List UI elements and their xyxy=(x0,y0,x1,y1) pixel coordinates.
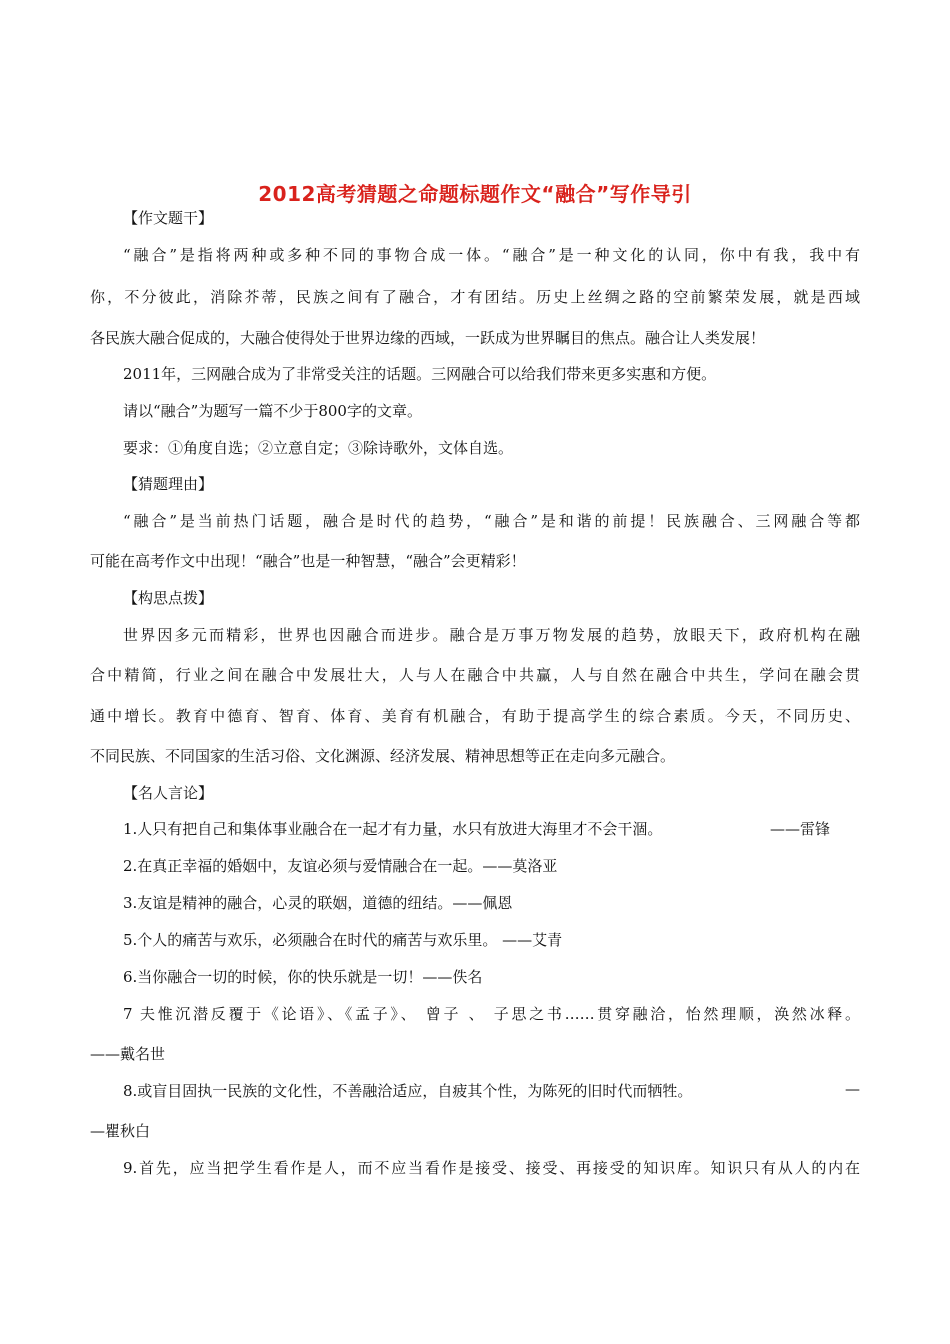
quote-8-line: 8.或盲目固执一民族的文化性，不善融洽适应，自疲其个性，为陈死的旧时代而牺牲。 xyxy=(123,1082,693,1100)
quote-7-author: ——戴名世 xyxy=(90,1045,166,1063)
idea-paragraph-line: 不同民族、不同国家的生活习俗、文化渊源、经济发展、精神思想等正在走向多元融合。 xyxy=(90,747,676,765)
quote-2: 2.在真正幸福的婚姻中，友谊必须与爱情融合在一起。——莫洛亚 xyxy=(123,857,558,875)
prompt-paragraph-line: 你，不分彼此，消除芥蒂，民族之间有了融合，才有团结。历史上丝绸之路的空前繁荣发展，就是西域 xyxy=(90,288,860,306)
quote-3: 3.友谊是精神的融合，心灵的联姻，道德的纽结。——佩恩 xyxy=(123,894,513,912)
section-header-idea: 【构思点拨】 xyxy=(123,589,214,607)
prompt-paragraph-requirements: 要求：①角度自选；②立意自定；③除诗歌外，文体自选。 xyxy=(123,439,514,457)
idea-paragraph-line: 世界因多元而精彩，世界也因融合而进步。融合是万事万物发展的趋势，放眼天下，政府机构在融 xyxy=(123,626,860,644)
section-header-reason: 【猜题理由】 xyxy=(123,475,214,493)
quote-5: 5.个人的痛苦与欢乐，必须融合在时代的痛苦与欢乐里。 ——艾青 xyxy=(123,931,563,949)
section-header-prompt: 【作文题干】 xyxy=(123,209,214,227)
reason-paragraph-line: “融合”是当前热门话题，融合是时代的趋势，“融合”是和谐的前提！民族融合、三网融合等都 xyxy=(123,512,860,530)
prompt-paragraph-line: “融合”是指将两种或多种不同的事物合成一体。“融合”是一种文化的认同，你中有我，我中有 xyxy=(123,246,860,264)
prompt-paragraph-line: 各民族大融合促成的，大融合使得处于世界边缘的西域，一跃成为世界瞩目的焦点。融合让人类发展！ xyxy=(90,329,766,347)
prompt-paragraph-2011: 2011年，三网融合成为了非常受关注的话题。三网融合可以给我们带来更多实惠和方便。 xyxy=(123,365,717,383)
quote-1-author: ——雷锋 xyxy=(770,820,831,838)
quote-7-line: 7 夫惟沉潜反覆于《论语》、《孟子》、 曾子 、 子思之书……贯穿融洽，怡然理顺，涣然冰释。 xyxy=(123,1005,860,1023)
quote-6: 6.当你融合一切的时候，你的快乐就是一切！——佚名 xyxy=(123,968,483,986)
prompt-paragraph-task: 请以“融合”为题写一篇不少于800字的文章。 xyxy=(123,402,422,420)
quote-1-text: 1.人只有把自己和集体事业融合在一起才有力量，水只有放进大海里才不会干涸。 xyxy=(123,820,663,838)
idea-paragraph-line: 通中增长。教育中德育、智育、体育、美育有机融合，有助于提高学生的综合素质。今天，不同历史、 xyxy=(90,707,860,725)
quote-8-dash: — xyxy=(845,1080,860,1098)
quote-9-line: 9.首先，应当把学生看作是人，而不应当看作是接受、接受、再接受的知识库。知识只有从人的内在 xyxy=(123,1159,860,1177)
reason-paragraph-line: 可能在高考作文中出现！“融合”也是一种智慧，“融合”会更精彩！ xyxy=(90,552,526,570)
quote-8-author: —瞿秋白 xyxy=(90,1122,151,1140)
section-header-quotes: 【名人言论】 xyxy=(123,784,214,802)
idea-paragraph-line: 合中精简，行业之间在融合中发展壮大，人与人在融合中共赢，人与自然在融合中共生，学问在融会贯 xyxy=(90,666,860,684)
page-title: 2012高考猜题之命题标题作文“融合”写作导引 xyxy=(258,182,692,206)
